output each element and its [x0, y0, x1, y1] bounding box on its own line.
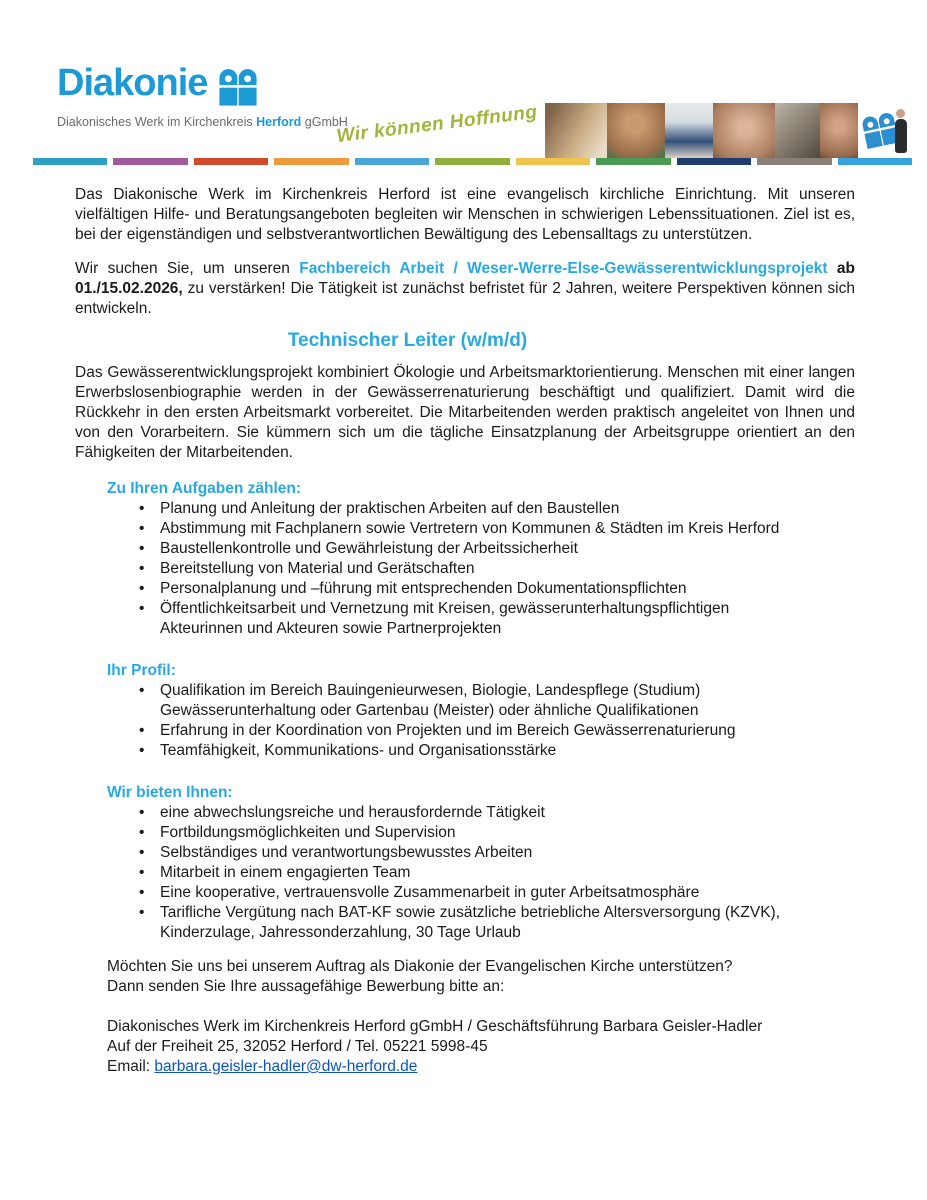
page-header [0, 0, 927, 165]
list-item: • Teamfähigkeit, Kommunikations- und Organisationsstärke [137, 741, 797, 761]
photo-strip [545, 103, 910, 158]
list-item: • Erfahrung in der Koordination von Projekten und im Bereich Gewässerrenaturierung [137, 721, 797, 741]
divider-segment [274, 158, 348, 165]
divider-segment [838, 158, 912, 165]
divider-segment [596, 158, 670, 165]
list-item: • Baustellenkontrolle und Gewährleistung der Arbeitssicherheit [137, 539, 797, 559]
divider-segment [33, 158, 107, 165]
closing-appeal: Möchten Sie uns bei unserem Auftrag als Diakonie der Evangelischen Kirche unterstützen? Dann senden Sie Ihre aussagefähige Bewerbung bitte an: [107, 958, 733, 995]
divider-segment [677, 158, 751, 165]
list-item: • Tarifliche Vergütung nach BAT-KF sowie zusätzliche betriebliche Altersversorgung (KZVK), Kinderzulage, Jahressonderzahlung, 30 Tage Urlaub [137, 903, 797, 943]
divider-segment [757, 158, 831, 165]
contact-org: Diakonisches Werk im Kirchenkreis Herford gGmbH / Geschäftsführung Barbara Geisler-Hadler [107, 1018, 763, 1035]
list-item: • Abstimmung mit Fachplanern sowie Vertretern von Kommunen & Städten im Kreis Herford [137, 519, 797, 539]
list-item: • Eine kooperative, vertrauensvolle Zusammenarbeit in guter Arbeitsatmosphäre [137, 883, 797, 903]
photo-tile [820, 103, 858, 158]
contact-block [107, 1017, 867, 1077]
logo-subtitle-highlight: Herford [256, 115, 302, 129]
person-figure [894, 109, 907, 153]
email-link[interactable]: barbara.geisler-hadler@dw-herford.de [154, 1058, 418, 1075]
photo-tile [607, 103, 665, 158]
email-label: Email: [107, 1058, 155, 1075]
kronenkreuz-icon [216, 65, 260, 109]
divider-segment [435, 158, 509, 165]
job-title: Technischer Leiter (w/m/d) [287, 330, 528, 351]
photo-tile [713, 103, 775, 158]
list-item: • Selbständiges und verantwortungsbewusstes Arbeiten [137, 843, 797, 863]
divider-segment [194, 158, 268, 165]
list-item: • Bereitstellung von Material und Gerätschaften [137, 559, 797, 579]
diakonie-logo [57, 64, 348, 129]
list-item: • Mitarbeit in einem engagierten Team [137, 863, 797, 883]
photo-tile-crest [858, 103, 910, 158]
department-highlight: Fachbereich Arbeit / Weser-Werre-Else-Gewässerentwicklungsprojekt [299, 260, 828, 277]
intro-paragraph: Das Diakonische Werk im Kirchenkreis Herford ist eine evangelisch kirchliche Einrichtung. Mit unseren vielfältigen Hilfe- und Beratungsangeboten begleiten wir Menschen in schwierigen Lebenssituationen. Ziel ist es, bei der eigenständigen und selbstverantwortlichen Bewältigung des Lebensalltags zu unterstützen. [75, 186, 855, 243]
list-item: • Planung und Anleitung der praktischen Arbeiten auf den Baustellen [137, 499, 797, 519]
project-description: Das Gewässerentwicklungsprojekt kombiniert Ökologie und Arbeitsmarktorientierung. Menschen mit einer langen Erwerbslosenbiographie werden in der Gewässerrenaturierung beschäftigt und qualifiziert. Damit wird die Rückkehr in den ersten Arbeitsmarkt vorbereitet. Die Mitarbeitenden werden praktisch angeleitet von Ihnen und von den Vorarbeitern. Sie kümmern sich um die tägliche Einsatzplanung der Arbeitsgruppe orientiert an den Fähigkeiten der Mitarbeitenden. [75, 364, 855, 461]
document-body [0, 165, 927, 1077]
vacancy-paragraph: Wir suchen Sie, um unseren Fachbereich Arbeit / Weser-Werre-Else-Gewässerentwicklungsprojekt ab 01./15.02.2026, zu verstärken! Die Tätigkeit ist zunächst befristet für 2 Jahren, weitere Perspektiven können sich entwickeln. [75, 260, 855, 317]
divider-segment [516, 158, 590, 165]
section-heading-angebot: Wir bieten Ihnen: [107, 784, 233, 801]
list-item: • Qualifikation im Bereich Bauingenieurwesen, Biologie, Landespflege (Studium) Gewässerunterhaltung oder Gartenbau (Meister) oder ähnliche Qualifikationen [137, 681, 797, 721]
logo-subtitle: Diakonisches Werk im Kirchenkreis Herford gGmbH [57, 115, 348, 129]
slogan-script: Wir können Hoffnung [335, 101, 539, 148]
color-divider [33, 158, 912, 165]
list-item: • Fortbildungsmöglichkeiten und Supervision [137, 823, 797, 843]
brand-wordmark: Diakonie [57, 62, 208, 104]
section-heading-profil: Ihr Profil: [107, 662, 176, 679]
divider-segment [113, 158, 187, 165]
profil-list [137, 681, 797, 761]
divider-segment [355, 158, 429, 165]
photo-tile [775, 103, 820, 158]
list-item: • eine abwechslungsreiche und herausfordernde Tätigkeit [137, 803, 797, 823]
photo-tile [665, 103, 713, 158]
section-heading-aufgaben: Zu Ihren Aufgaben zählen: [107, 480, 302, 497]
contact-address: Auf der Freiheit 25, 32052 Herford / Tel. 05221 5998-45 [107, 1038, 488, 1055]
list-item: • Personalplanung und –führung mit entsprechenden Dokumentationspflichten [137, 579, 797, 599]
photo-tile [545, 103, 607, 158]
angebot-list [137, 803, 797, 943]
start-date: ab 01./15.02.2026, [75, 260, 855, 297]
aufgaben-list [137, 499, 797, 639]
list-item: • Öffentlichkeitsarbeit und Vernetzung mit Kreisen, gewässerunterhaltungspflichtigen Akteurinnen und Akteuren sowie Partnerprojekten [137, 599, 797, 639]
